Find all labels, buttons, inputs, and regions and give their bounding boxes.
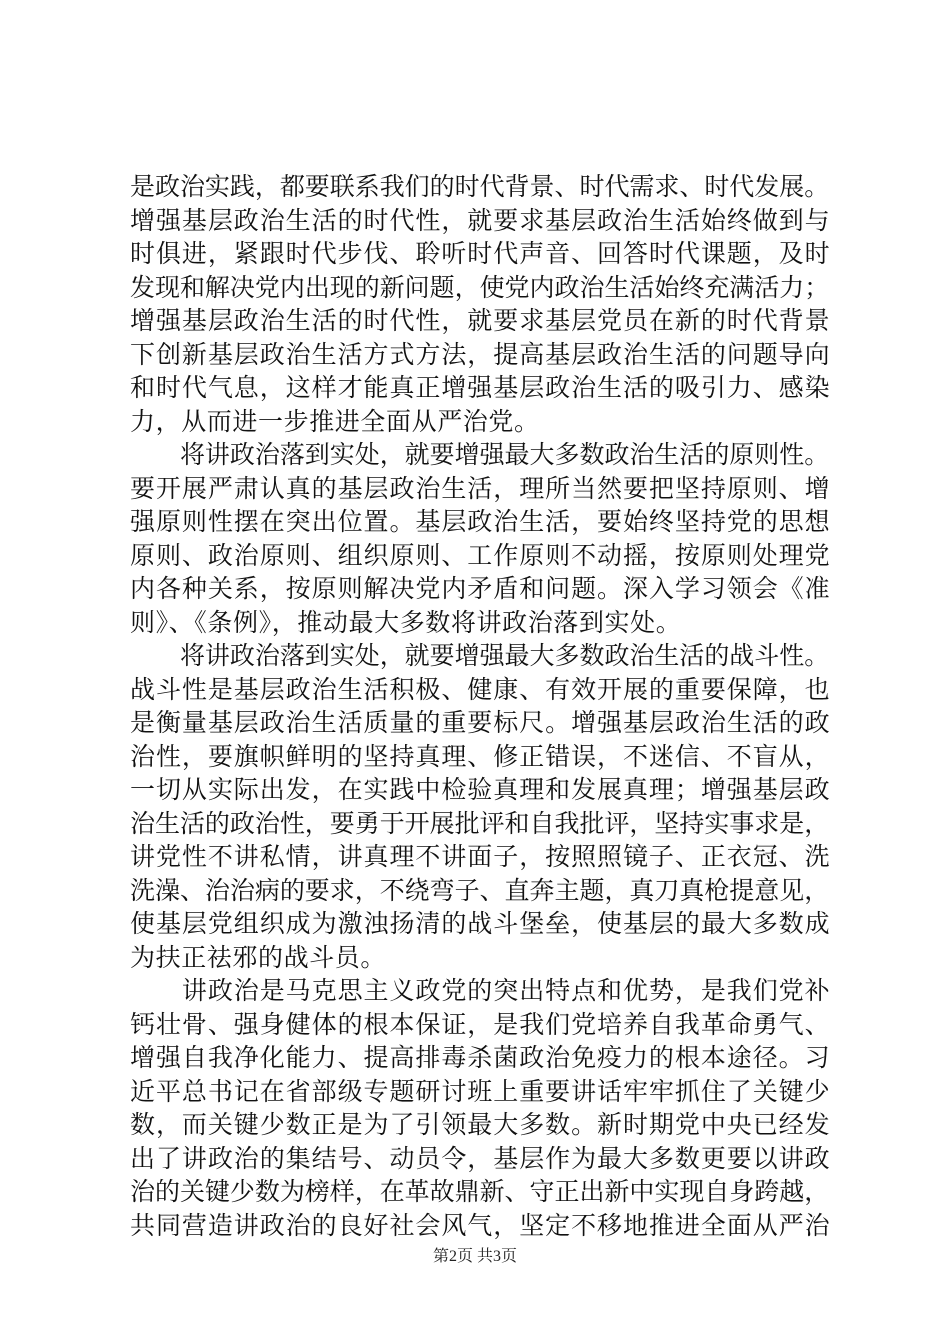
text-line: 战斗性是基层政治生活积极、健康、有效开展的重要保障，也	[130, 674, 831, 704]
body-text	[130, 170, 830, 1242]
text-line: 钙壮骨、强身健体的根本保证，是我们党培养自我革命勇气、	[130, 1009, 831, 1039]
text-line: 讲党性不讲私情，讲真理不讲面子，按照照镜子、正衣冠、洗	[130, 842, 831, 871]
text-line: 洗澡、治治病的要求，不绕弯子、直奔主题，真刀真枪提意见，	[130, 875, 830, 905]
text-line: 使基层党组织成为激浊扬清的战斗堡垒，使基层的最大多数成	[130, 909, 831, 938]
text-line: 力，从而进一步推进全面从严治党。	[130, 406, 540, 436]
text-line: 将讲政治落到实处，就要增强最大多数政治生活的原则性。	[130, 440, 830, 469]
text-line: 治性，要旗帜鲜明的坚持真理、修正错误，不迷信、不盲从，	[130, 741, 831, 771]
text-line: 要开展严肃认真的基层政治生活，理所当然要把坚持原则、增	[130, 473, 831, 503]
text-line: 内各种关系，按原则解决党内矛盾和问题。深入学习领会《准	[130, 574, 831, 603]
text-line: 近平总书记在省部级专题研讨班上重要讲话牢牢抓住了关键少	[130, 1076, 831, 1106]
text-line: 治生活的政治性，要勇于开展批评和自我批评，坚持实事求是，	[130, 808, 830, 838]
text-line: 强原则性摆在突出位置。基层政治生活，要始终坚持党的思想	[130, 507, 831, 536]
text-line: 是衡量基层政治生活质量的重要标尺。增强基层政治生活的政	[130, 708, 831, 737]
text-line: 增强自我净化能力、提高排毒杀菌政治免疫力的根本途径。习	[130, 1043, 831, 1072]
text-line: 数，而关键少数正是为了引领最大多数。新时期党中央已经发	[130, 1110, 831, 1139]
text-line: 治的关键少数为榜样，在革故鼎新、守正出新中实现自身跨越，	[130, 1177, 830, 1206]
text-line: 下创新基层政治生活方式方法，提高基层政治生活的问题导向	[130, 339, 831, 369]
text-line: 发现和解决党内出现的新问题，使党内政治生活始终充满活力；	[130, 272, 830, 302]
text-line: 一切从实际出发，在实践中检验真理和发展真理；增强基层政	[130, 775, 831, 804]
text-line: 出了讲政治的集结号、动员令，基层作为最大多数更要以讲政	[130, 1143, 831, 1173]
text-line: 将讲政治落到实处，就要增强最大多数政治生活的战斗性。	[130, 641, 830, 670]
text-line: 则》、《条例》，推动最大多数将讲政治落到实处。	[130, 607, 682, 637]
text-line: 增强基层政治生活的时代性，就要求基层政治生活始终做到与	[130, 205, 831, 235]
text-line: 和时代气息，这样才能真正增强基层政治生活的吸引力、感染	[130, 373, 831, 402]
text-line: 共同营造讲政治的良好社会风气，坚定不移地推进全面从严治	[130, 1210, 831, 1240]
text-line: 原则、政治原则、组织原则、工作原则不动摇，按原则处理党	[130, 540, 831, 570]
text-line: 增强基层政治生活的时代性，就要求基层党员在新的时代背景	[130, 306, 831, 335]
text-line: 是政治实践，都要联系我们的时代背景、时代需求、时代发展。	[130, 172, 830, 201]
text-line: 时俱进，紧跟时代步伐、聆听时代声音、回答时代课题，及时	[130, 239, 831, 268]
page-footer: 第2页 共3页	[432, 1248, 517, 1265]
text-line: 讲政治是马克思主义政党的突出特点和优势，是我们党补	[130, 976, 831, 1005]
text-line: 为扶正祛邪的战斗员。	[130, 942, 387, 972]
